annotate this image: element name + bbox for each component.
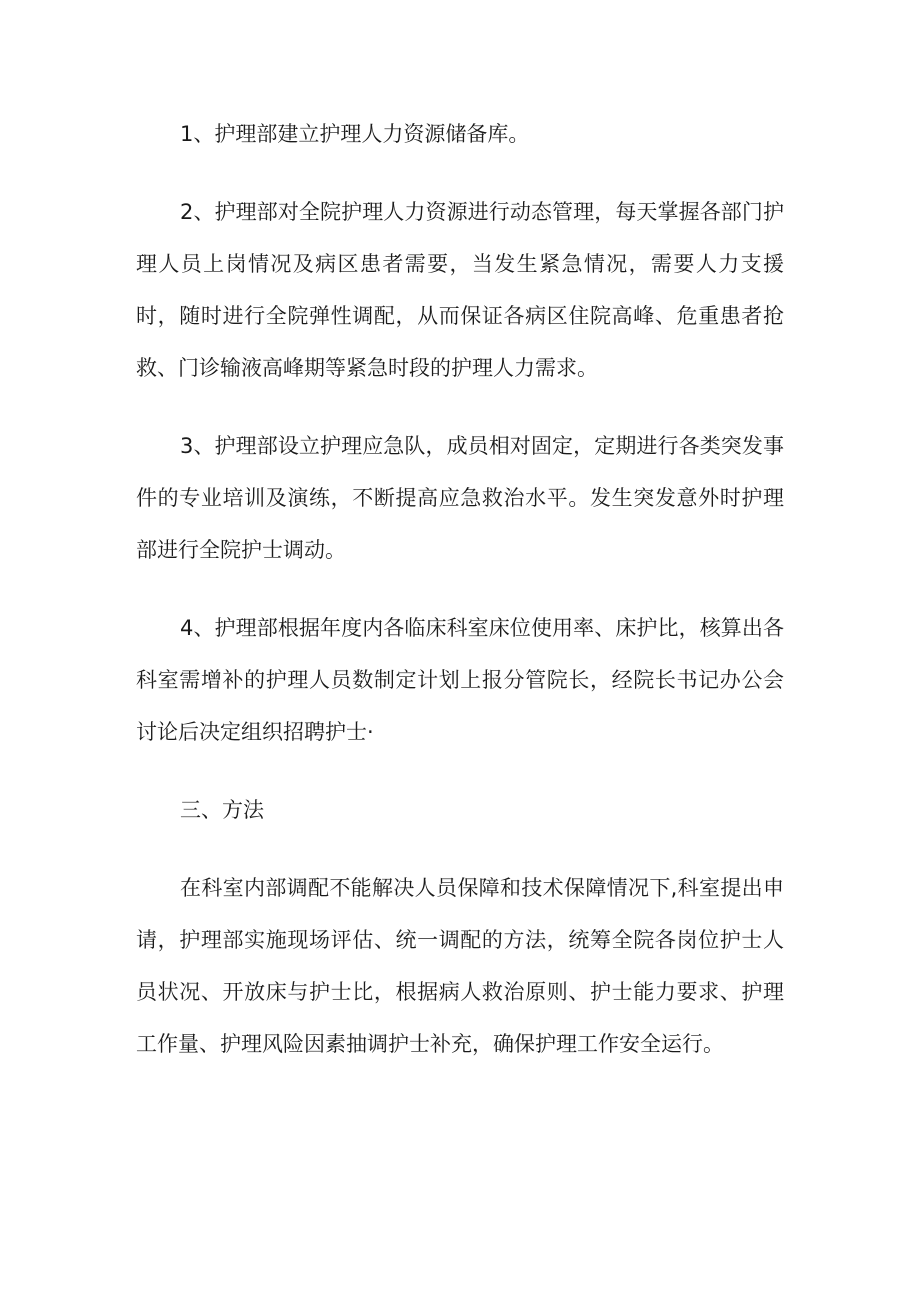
paragraph-item-2: 2、护理部对全院护理人力资源进行动态管理，每天掌握各部门护理人员上岗情况及病区患者需要，当发生紧急情况，需要人力支援时，随时进行全院弹性调配，从而保证各病区住院高峰、危重患者抢救、门诊输液高峰期等紧急时段的护理人力需求。	[136, 200, 784, 380]
paragraph-item-4: 4、护理部根据年度内各临床科室床位使用率、床护比，核算出各科室需增补的护理人员数制定计划上报分管院长，经院长书记办公会讨论后决定组织招聘护士·	[136, 616, 784, 744]
paragraph-item-1: 1、护理部建立护理人力资源储备库。	[180, 122, 530, 146]
paragraph-item-3: 3、护理部设立护理应急队，成员相对固定，定期进行各类突发事件的专业培训及演练，不断提高应急救治水平。发生突发意外时护理部进行全院护士调动。	[136, 434, 784, 562]
document-body	[136, 108, 784, 1096]
paragraph-methods-body: 在科室内部调配不能解决人员保障和技术保障情况下,科室提出申请，护理部实施现场评估、统一调配的方法，统筹全院各岗位护士人员状况、开放床与护士比，根据病人救治原则、护士能力要求、护理工作量、护理风险因素抽调护士补充，确保护理工作安全运行。	[136, 876, 784, 1056]
section-heading-methods: 三、方法	[180, 798, 264, 822]
